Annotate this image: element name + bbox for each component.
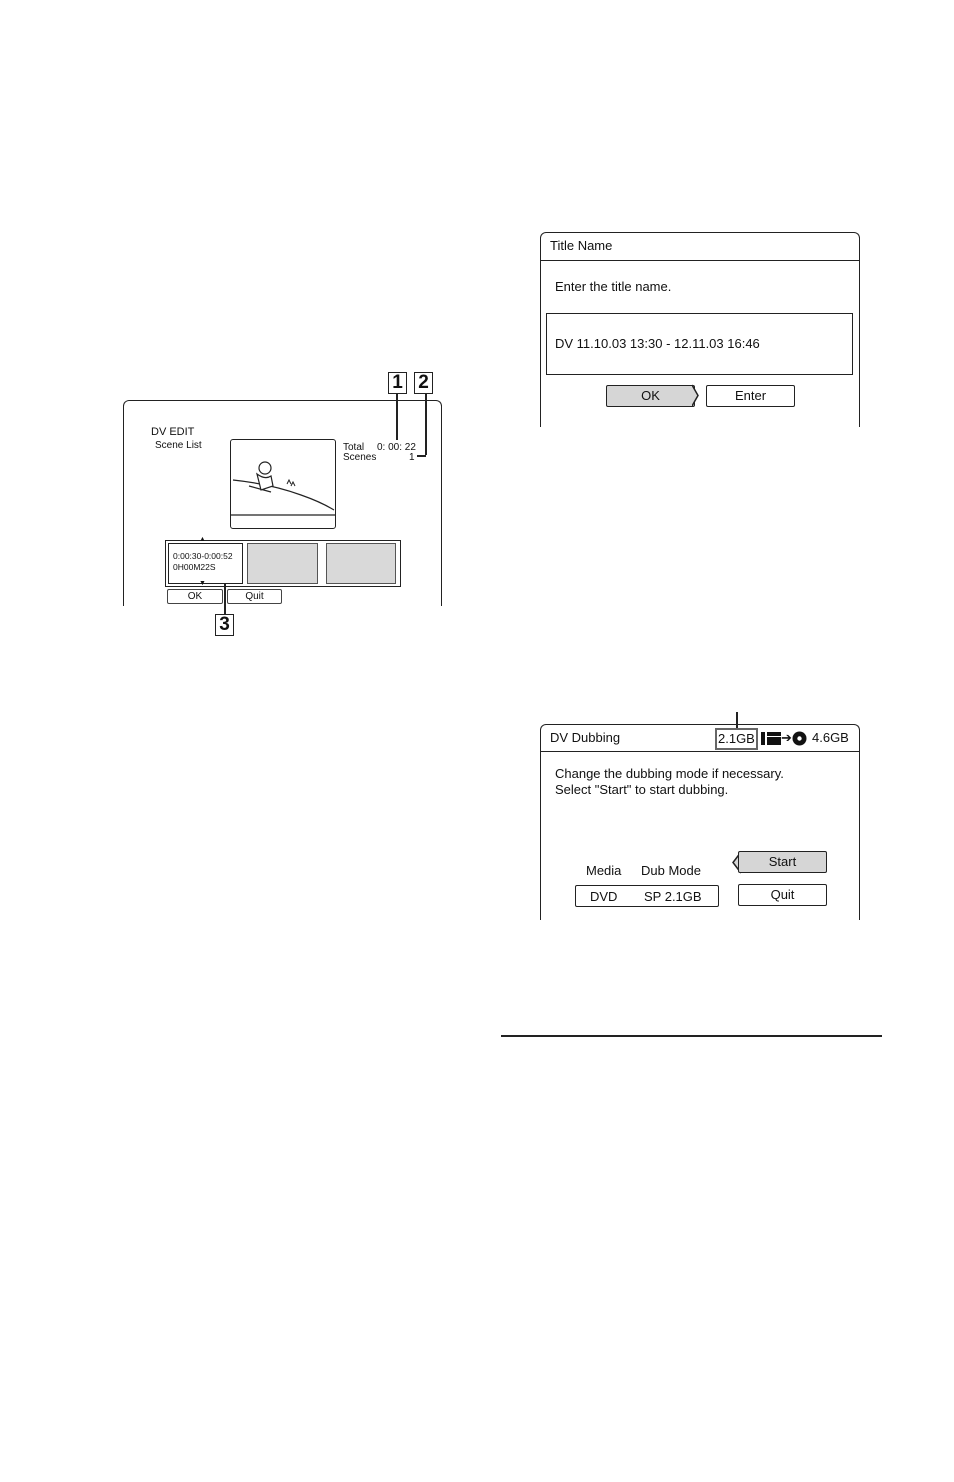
dv-dubbing-dialog	[540, 724, 860, 920]
scene-duration: 0H00M22S	[173, 562, 216, 572]
title-name-input-value: DV 11.10.03 13:30 - 12.11.03 16:46	[555, 336, 760, 351]
dub-settings-row[interactable]	[575, 885, 719, 907]
title-name-prompt: Enter the title name.	[555, 279, 672, 294]
scene-thumbnail-selected[interactable]	[168, 543, 243, 584]
section-divider	[501, 1035, 882, 1037]
scene-thumbnail[interactable]	[326, 543, 396, 584]
title-name-dialog	[540, 232, 860, 427]
quit-button[interactable]: Quit	[227, 589, 282, 604]
size-highlight: 2.1GB	[715, 728, 758, 750]
callout-1: 1	[388, 372, 407, 394]
dubbing-message-line2: Select "Start" to start dubbing.	[555, 782, 729, 797]
dest-size: 4.6GB	[812, 730, 849, 745]
media-header: Media	[586, 863, 622, 878]
ok-pointer-icon	[692, 384, 702, 408]
dubbing-message-line1: Change the dubbing mode if necessary.	[555, 766, 784, 781]
ok-button[interactable]: OK	[606, 385, 695, 407]
dv-edit-panel	[123, 400, 442, 606]
title-name-input[interactable]	[546, 313, 853, 375]
start-button[interactable]: Start	[738, 851, 827, 873]
scene-range: 0:00:30-0:00:52	[173, 551, 233, 561]
dub-mode-header: Dub Mode	[641, 863, 701, 878]
quit-button[interactable]: Quit	[738, 884, 827, 906]
scenes-value: 1	[409, 452, 415, 463]
enter-button[interactable]: Enter	[706, 385, 795, 407]
ok-button[interactable]: OK	[167, 589, 223, 604]
total-label: Total	[343, 442, 365, 453]
up-arrow-icon: ▲	[199, 536, 206, 543]
scene-thumbnail[interactable]	[247, 543, 318, 584]
tape-icon	[761, 732, 781, 745]
callout-3-leader	[224, 584, 226, 614]
disc-icon	[792, 731, 807, 746]
scene-list-label: Scene List	[155, 440, 202, 451]
total-value: 0: 00: 22	[377, 442, 416, 453]
dv-dubbing-header	[541, 725, 859, 752]
callout-2: 2	[414, 372, 433, 394]
dv-dubbing-title: DV Dubbing	[550, 730, 621, 745]
title-name-header: Title Name	[541, 233, 859, 261]
preview-window	[230, 439, 336, 529]
skier-image	[231, 440, 335, 528]
arrow-right-icon: ➔	[781, 730, 792, 745]
down-arrow-icon: ▼	[199, 580, 206, 587]
dv-edit-title: DV EDIT	[151, 426, 195, 438]
scenes-label: Scenes	[343, 452, 377, 463]
media-value: DVD	[590, 889, 618, 904]
dub-mode-value: SP 2.1GB	[644, 889, 702, 904]
callout-3: 3	[215, 614, 234, 636]
